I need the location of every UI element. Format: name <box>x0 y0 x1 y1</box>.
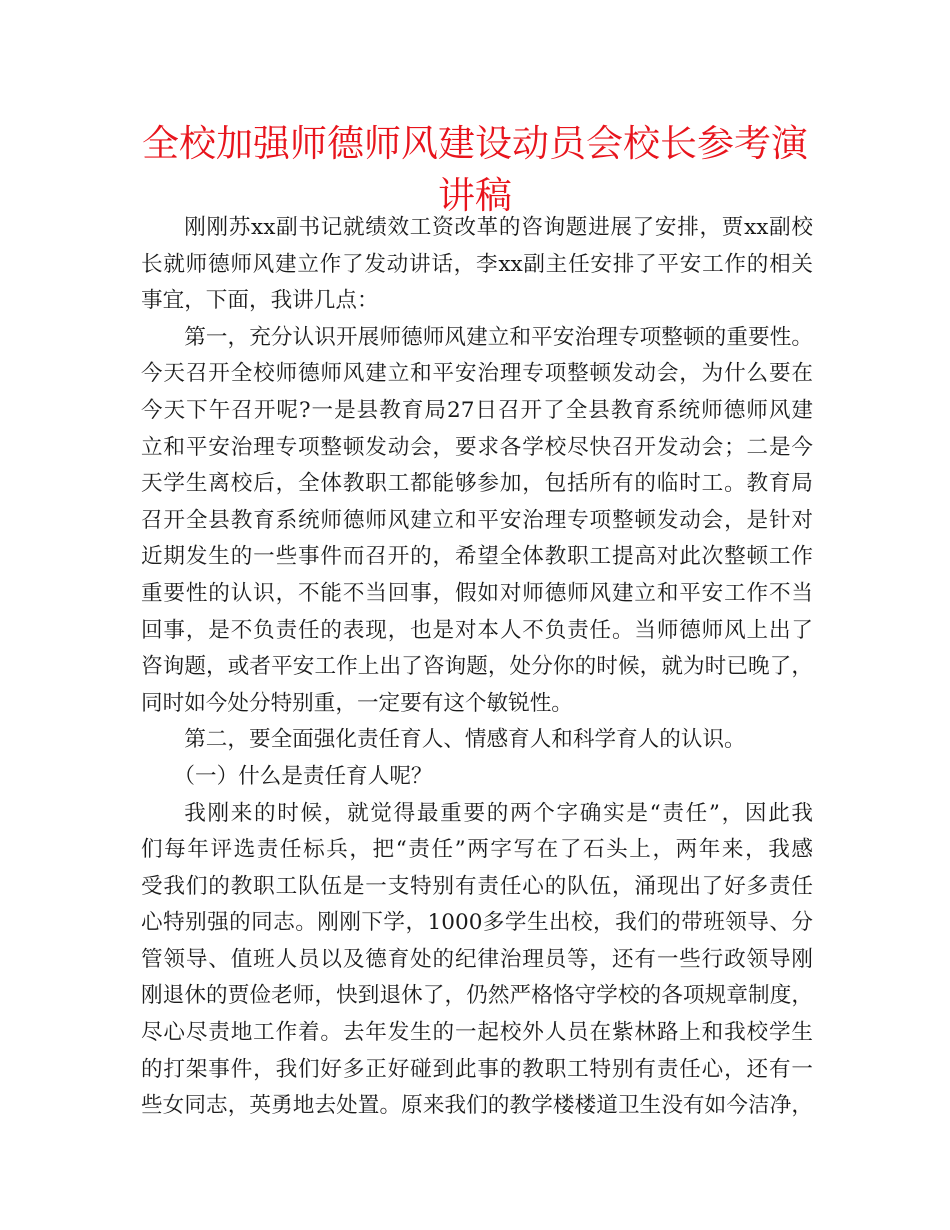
paragraph-line: 心特别强的同志。刚刚下学，1000多学生出校，我们的带班领导、分 <box>141 910 813 936</box>
paragraph-line: 管领导、值班人员以及德育处的纪律治理员等，还有一些行政领导刚 <box>141 946 813 972</box>
paragraph-line: 今天召开全校师德师风建立和平安治理专项整顿发动会，为什么要在 <box>141 361 813 387</box>
paragraph-line: 刚退休的贾俭老师，快到退休了，仍然严格恪守学校的各项规章制度， <box>141 983 813 1009</box>
paragraph-line: 事宜，下面，我讲几点： <box>141 288 379 314</box>
paragraph <box>141 320 813 723</box>
paragraph-line: 第一，充分认识开展师德师风建立和平安治理专项整顿的重要性。 <box>184 324 813 350</box>
paragraph-line: 第二，要全面强化责任育人、情感育人和科学育人的认识。 <box>184 727 746 753</box>
paragraph-line: 今天下午召开呢?一是县教育局27日召开了全县教育系统师德师风建 <box>141 397 813 423</box>
paragraph-line: 立和平安治理专项整顿发动会，要求各学校尽快召开发动会；二是今 <box>141 434 813 460</box>
paragraph-line: 刚刚苏xx副书记就绩效工资改革的咨询题进展了安排，贾xx副校 <box>184 215 813 240</box>
paragraph-line: 些女同志，英勇地去处置。原来我们的教学楼楼道卫生没有如今洁净， <box>141 1093 813 1119</box>
paragraph-line: （一）什么是责任育人呢？ <box>173 763 433 789</box>
paragraph-line: 近期发生的一些事件而召开的，希望全体教职工提高对此次整顿工作 <box>141 544 813 570</box>
title-line: 全校加强师德师风建设动员会校长参考演 <box>142 122 808 165</box>
paragraph-line: 召开全县教育系统师德师风建立和平安治理专项整顿发动会，是针对 <box>141 507 813 533</box>
paragraph-line: 们每年评选责任标兵，把“责任”两字写在了石头上，两年来，我感 <box>141 837 813 863</box>
paragraph <box>141 210 813 320</box>
paragraph-line: 咨询题，或者平安工作上出了咨询题，处分你的时候，就为时已晚了， <box>141 654 813 680</box>
paragraph-line: 受我们的教职工队伍是一支特别有责任心的队伍，涌现出了好多责任 <box>141 873 813 899</box>
paragraph-line: 天学生离校后，全体教职工都能够参加，包括所有的临时工。教育局 <box>141 471 813 497</box>
paragraph-line: 的打架事件，我们好多正好碰到此事的教职工特别有责任心，还有一 <box>141 1056 813 1082</box>
paragraph <box>141 759 813 796</box>
paragraph-line: 长就师德师风建立作了发动讲话，李xx副主任安排了平安工作的相关 <box>141 251 813 277</box>
document-body <box>141 210 813 1125</box>
paragraph <box>141 722 813 759</box>
title-line: 讲稿 <box>438 174 512 217</box>
paragraph-line: 同时如今处分特别重，一定要有这个敏锐性。 <box>141 690 573 716</box>
paragraph-line: 回事，是不负责任的表现，也是对本人不负责任。当师德师风上出了 <box>141 617 813 643</box>
paragraph-line: 重要性的认识，不能不当回事，假如对师德师风建立和平安工作不当 <box>141 580 813 606</box>
paragraph <box>141 796 813 1125</box>
paragraph-line: 尽心尽责地工作着。去年发生的一起校外人员在紫林路上和我校学生 <box>141 1020 813 1046</box>
paragraph-line: 我刚来的时候，就觉得最重要的两个字确实是“责任”，因此我 <box>184 800 813 826</box>
document-title <box>120 118 830 222</box>
